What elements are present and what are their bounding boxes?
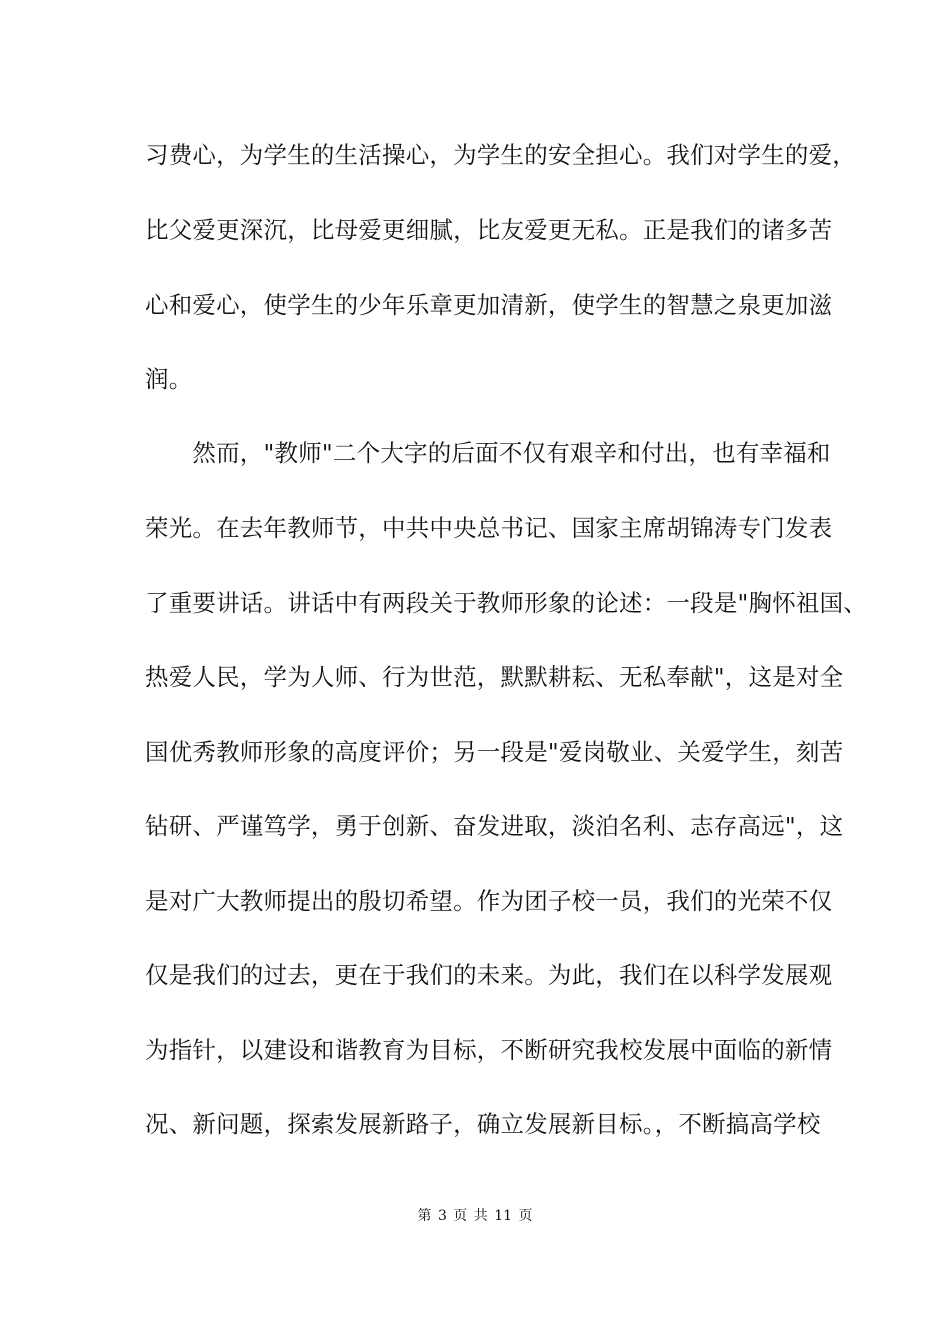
paragraph-start-line: 然而，"教师"二个大字的后面不仅有艰辛和付出，也有幸福和 — [145, 439, 831, 467]
text-line: 热爱人民，学为人师、行为世范，默默耕耘、无私奉献"，这是对全 — [145, 663, 844, 691]
text-line: 习费心，为学生的生活操心，为学生的安全担心。我们对学生的爱， — [145, 141, 856, 169]
text-line: 润。 — [145, 365, 193, 393]
text-line: 为指针，以建设和谐教育为目标，不断研究我校发展中面临的新情 — [145, 1036, 833, 1064]
text-line: 况、新问题，探索发展新路子，确立发展新目标。，不断搞高学校 — [145, 1110, 821, 1138]
text-line: 了重要讲话。讲话中有两段关于教师形象的论述：一段是"胸怀祖国、 — [145, 589, 868, 617]
text-line: 心和爱心，使学生的少年乐章更加清新，使学生的智慧之泉更加滋 — [145, 291, 833, 319]
text-line: 荣光。在去年教师节，中共中央总书记、国家主席胡锦涛专门发表 — [145, 514, 833, 542]
text-line: 是对广大教师提出的殷切希望。作为团子校一员，我们的光荣不仅 — [145, 887, 833, 915]
text-line: 国优秀教师形象的高度评价；另一段是"爱岗敬业、关爱学生，刻苦 — [145, 738, 844, 766]
text-line: 比父爱更深沉，比母爱更细腻，比友爱更无私。正是我们的诸多苦 — [145, 216, 833, 244]
page-footer: 第 3 页 共 11 页 — [417, 1208, 533, 1224]
text-line: 钻研、严谨笃学，勇于创新、奋发进取，淡泊名利、志存高远"，这 — [145, 812, 844, 840]
text-line: 仅是我们的过去，更在于我们的未来。为此，我们在以科学发展观 — [145, 961, 833, 989]
